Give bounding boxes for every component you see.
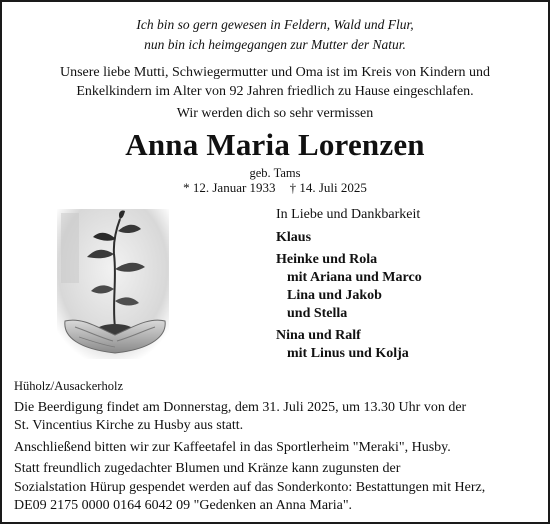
donation-line-2: Sozialstation Hürup gespendet werden auf das Sonderkonto: Bestattungen mit Herz, bbox=[14, 479, 486, 495]
mourner-line: Heinke und Rola bbox=[276, 252, 378, 267]
mourner-line: Klaus bbox=[276, 230, 312, 245]
reception-line: Anschließend bitten wir zur Kaffeetafel in das Sportlerheim "Meraki", Husby. bbox=[14, 439, 451, 455]
intro-line-1: Unsere liebe Mutti, Schwiegermutter und Oma ist im Kreis von Kindern und bbox=[59, 65, 491, 80]
donation-paragraph bbox=[14, 460, 538, 515]
birth-date: * 12. Januar 1933 bbox=[183, 180, 276, 195]
deceased-name: Anna Maria Lorenzen bbox=[125, 127, 425, 162]
funeral-line-2: St. Vincentius Kirche zu Husby aus statt. bbox=[14, 418, 244, 434]
reception-paragraph bbox=[14, 439, 538, 457]
maiden-name: geb. Tams bbox=[249, 166, 301, 180]
miss-line: Wir werden dich so sehr vermissen bbox=[176, 106, 374, 121]
funeral-info bbox=[14, 399, 538, 518]
death-date: † 14. Juli 2025 bbox=[289, 180, 367, 195]
intro-text bbox=[2, 63, 548, 101]
mourner-group-1 bbox=[276, 229, 422, 247]
mourner-line: mit Ariana und Marco bbox=[287, 270, 422, 285]
life-dates bbox=[2, 179, 548, 197]
poem-line-2: nun bin ich heimgegangen zur Mutter der Natur. bbox=[144, 37, 406, 52]
hands-holding-seedling-image bbox=[57, 209, 169, 359]
poem-line-1: Ich bin so gern gewesen in Feldern, Wald und Flur, bbox=[136, 17, 414, 32]
mourner-line: Lina und Jakob bbox=[287, 288, 382, 303]
donation-line-1: Statt freundlich zugedachter Blumen und Kränze kann zugunsten der bbox=[14, 461, 401, 477]
funeral-paragraph bbox=[14, 399, 538, 436]
mourner-line: mit Linus und Kolja bbox=[287, 346, 409, 361]
mourners-opening: In Liebe und Dankbarkeit bbox=[276, 207, 421, 222]
mourners-list bbox=[276, 206, 422, 367]
donation-line-3: DE09 2175 0000 0164 6042 09 "Gedenken an Anna Maria". bbox=[14, 498, 353, 514]
mourner-group-2 bbox=[276, 251, 422, 323]
mourner-line: und Stella bbox=[287, 306, 348, 321]
mourner-group-3 bbox=[276, 327, 422, 363]
intro-line-2: Enkelkindern im Alter von 92 Jahren friedlich zu Hause eingeschlafen. bbox=[76, 84, 474, 99]
place-name: Hüholz/Ausackerholz bbox=[14, 379, 123, 393]
mourner-line: Nina und Ralf bbox=[276, 328, 361, 343]
funeral-line-1: Die Beerdigung findet am Donnerstag, dem 31. Juli 2025, um 13.30 Uhr von der bbox=[14, 400, 467, 415]
poem bbox=[2, 15, 548, 55]
